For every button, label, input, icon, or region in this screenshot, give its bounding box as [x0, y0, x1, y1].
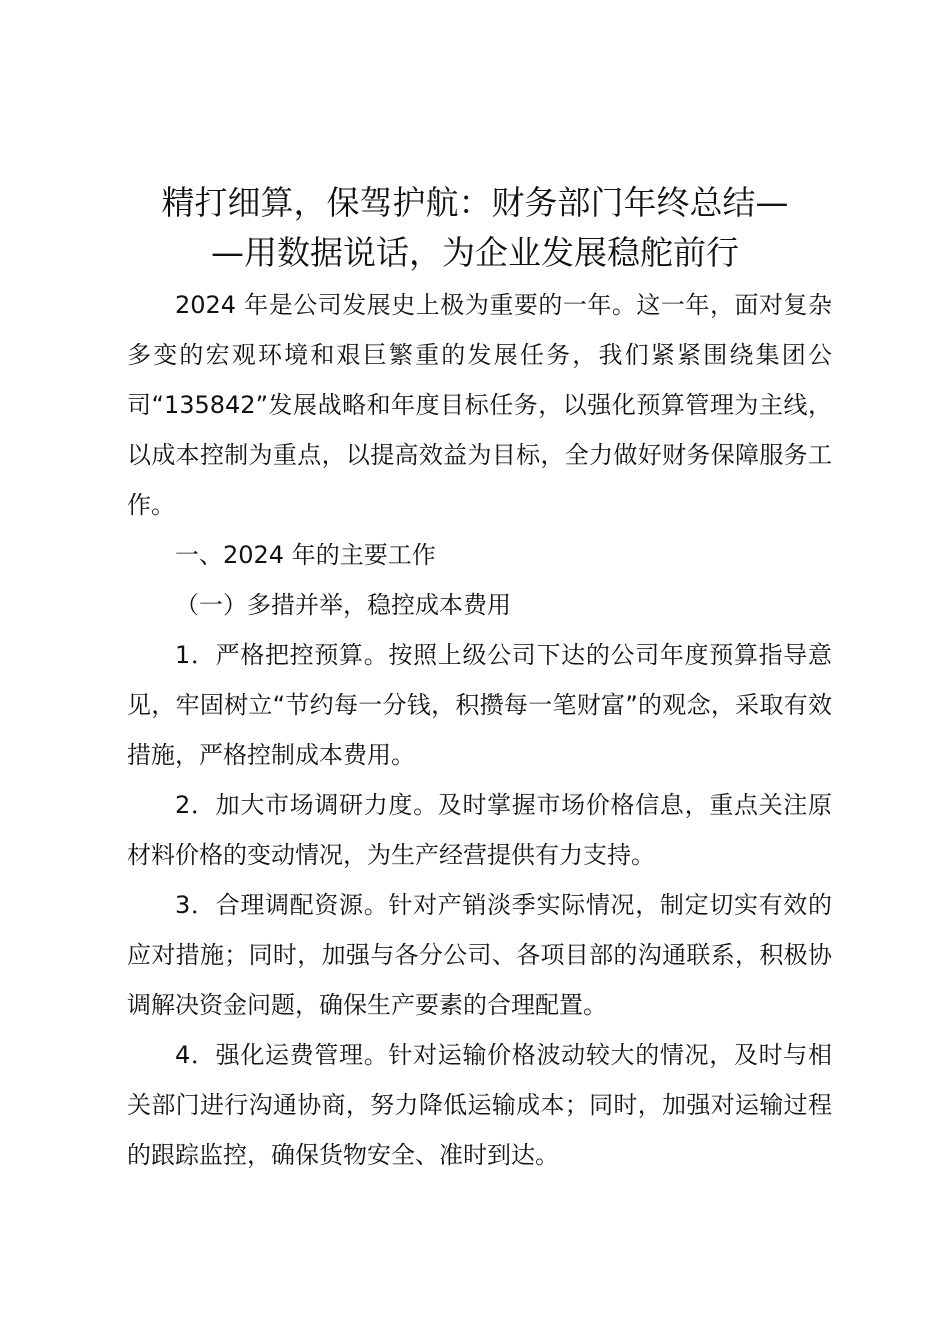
item-paragraph-3: 3．合理调配资源。针对产销淡季实际情况，制定切实有效的应对措施；同时，加强与各分公司、各项目部的沟通联系，积极协调解决资金问题，确保生产要素的合理配置。 — [127, 891, 832, 1019]
document-title — [110, 178, 840, 278]
title-line-2: —用数据说话，为企业发展稳舵前行 — [211, 233, 739, 272]
section-heading: 一、2024 年的主要工作 — [175, 541, 436, 569]
item-paragraph-1: 1．严格把控预算。按照上级公司下达的公司年度预算指导意见，牢固树立“节约每一分钱，积攒每一笔财富”的观念，采取有效措施，严格控制成本费用。 — [127, 641, 832, 769]
item-paragraph-4: 4．强化运费管理。针对运输价格波动较大的情况，及时与相关部门进行沟通协商，努力降低运输成本；同时，加强对运输过程的跟踪监控，确保货物安全、准时到达。 — [127, 1041, 832, 1169]
subsection-heading: （一）多措并举，稳控成本费用 — [175, 591, 511, 619]
intro-paragraph: 2024 年是公司发展史上极为重要的一年。这一年，面对复杂多变的宏观环境和艰巨繁重的发展任务，我们紧紧围绕集团公司“135842”发展战略和年度目标任务，以强化预算管理为主线，以成本控制为重点，以提高效益为目标，全力做好财务保障服务工作。 — [127, 291, 832, 519]
document-body — [127, 280, 832, 1180]
title-line-1: 精打细算，保驾护航：财务部门年终总结— — [161, 183, 789, 222]
item-paragraph-2: 2．加大市场调研力度。及时掌握市场价格信息，重点关注原材料价格的变动情况，为生产经营提供有力支持。 — [127, 791, 832, 869]
